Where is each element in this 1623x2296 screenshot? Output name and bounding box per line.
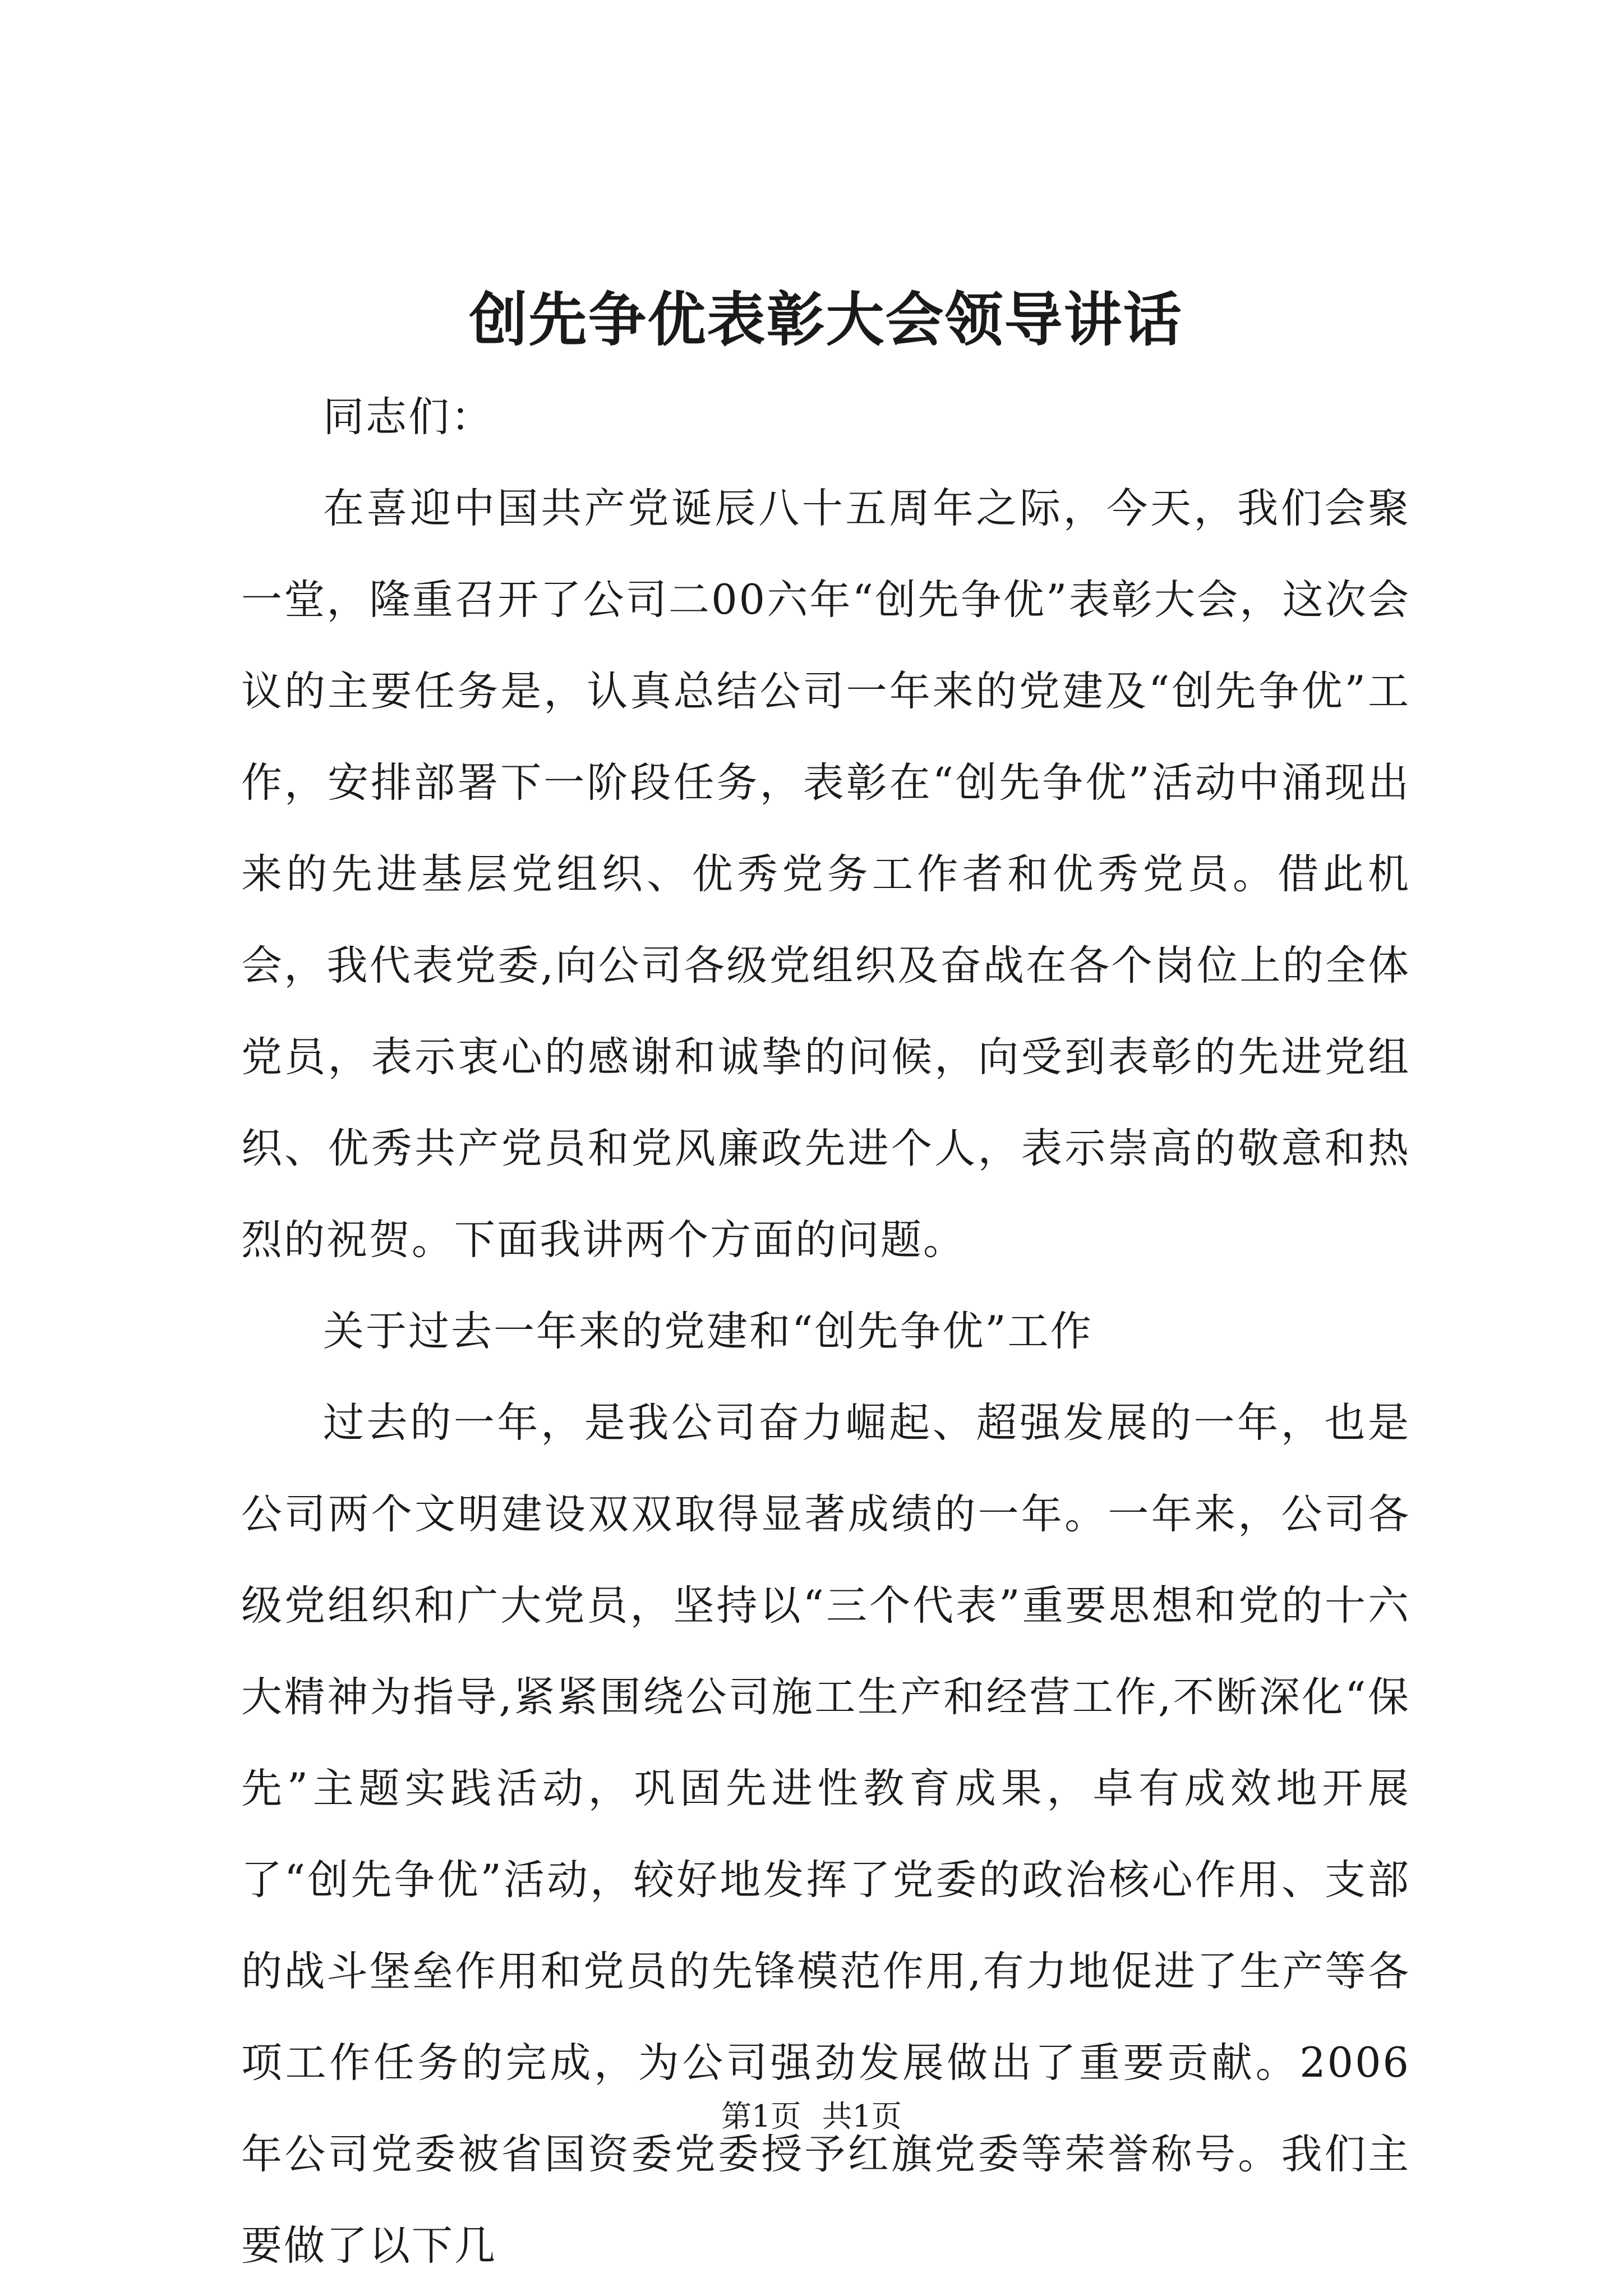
document-body [241, 280, 1410, 2292]
document-title: 创先争优表彰大会领导讲话 [469, 285, 1183, 354]
section-heading: 关于过去一年来的党建和“创先争优”工作 [323, 1308, 1093, 1355]
page-footer [0, 2097, 1623, 2136]
salutation: 同志们： [323, 393, 494, 441]
paragraph-review: 过去的一年，是我公司奋力崛起、超强发展的一年，也是公司两个文明建设双双取得显著成绩的一年。一年来，公司各级党组织和广大党员，坚持以“三个代表”重要思想和党的十六大精神为指导,紧紧围绕公司施工生产和经营工作,不断深化“保先”主题实践活动，巩固先进性教育成果，卓有成效地开展了“创先争优”活动，较好地发挥了党委的政治核心作用、支部的战斗堡垒作用和党员的先锋模范作用,有力地促进了生产等各项工作任务的完成，为公司强劲发展做出了重要贡献。2006年公司党委被省国资委党委授予红旗党委等荣誉称号。我们主要做了以下几 [241, 1399, 1410, 2270]
page-number: 第1页 [721, 2099, 801, 2134]
paragraph-intro: 在喜迎中国共产党诞辰八十五周年之际，今天，我们会聚一堂，隆重召开了公司二00六年“创先争优”表彰大会，这次会议的主要任务是，认真总结公司一年来的党建及“创先争优”工作，安排部署下一阶段任务，表彰在“创先争优”活动中涌现出来的先进基层党组织、优秀党务工作者和优秀党员。借此机会，我代表党委,向公司各级党组织及奋战在各个岗位上的全体党员，表示衷心的感谢和诚挚的问候，向受到表彰的先进党组织、优秀共产党员和党风廉政先进个人，表示崇高的敬意和热烈的祝贺。下面我讲两个方面的问题。 [241, 485, 1410, 1264]
page-total: 共1页 [822, 2099, 902, 2134]
